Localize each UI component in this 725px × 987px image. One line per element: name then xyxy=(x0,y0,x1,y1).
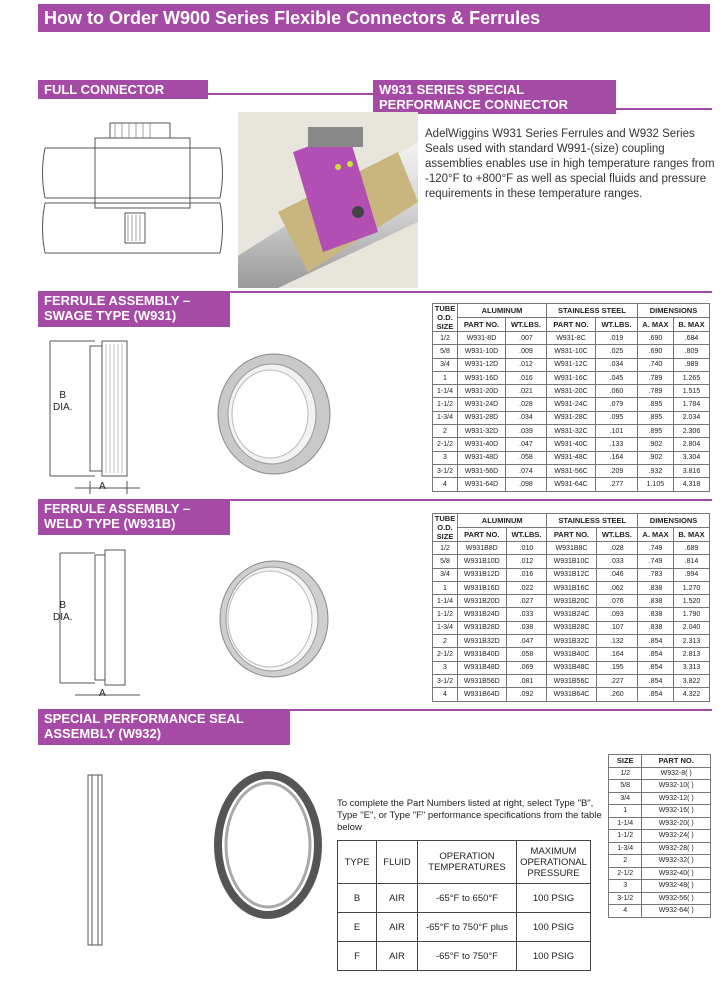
table-cell: 1 xyxy=(433,371,458,384)
table-row xyxy=(338,913,591,942)
table-cell: W932-32( ) xyxy=(642,855,711,868)
table-cell: 1-1/2 xyxy=(609,830,642,843)
table-cell: .749 xyxy=(638,542,674,555)
selection-note: To complete the Part Numbers listed at right, select Type "B", Type "E", or Type "F" performance specifications from the table below xyxy=(337,798,602,833)
table-cell: .010 xyxy=(506,542,547,555)
table-row xyxy=(433,648,710,661)
table-cell: .838 xyxy=(638,595,674,608)
table-cell: .033 xyxy=(596,555,637,568)
table-cell: W931B8C xyxy=(547,542,596,555)
table-row xyxy=(609,842,711,855)
table-cell: W931-32D xyxy=(458,425,506,438)
table-cell: -65°F to 750°F xyxy=(418,942,517,971)
table-cell: W931-28D xyxy=(458,411,506,424)
table-cell: W931-16D xyxy=(458,371,506,384)
table-cell: 1.270 xyxy=(674,581,710,594)
section-rule xyxy=(230,291,712,293)
table-cell: 2.813 xyxy=(674,648,710,661)
table-cell: 1/2 xyxy=(433,542,458,555)
table-row xyxy=(609,817,711,830)
table-cell: W931-8D xyxy=(458,332,506,345)
table-cell: 2 xyxy=(609,855,642,868)
col-amax: A. MAX xyxy=(638,528,674,542)
table-cell: .076 xyxy=(596,595,637,608)
seal-diagram xyxy=(80,770,110,950)
table-row xyxy=(433,451,710,464)
col-part: PART NO. xyxy=(547,528,596,542)
b-dia-label: B DIA. xyxy=(53,390,73,413)
table-cell: W931-32C xyxy=(546,425,595,438)
table-cell: 1.515 xyxy=(673,385,709,398)
col-stainless: STAINLESS STEEL xyxy=(546,304,637,318)
table-cell: W931-12C xyxy=(546,358,595,371)
table-cell: W931B64C xyxy=(547,688,596,701)
table-cell: W931-10C xyxy=(546,345,595,358)
table-row xyxy=(609,805,711,818)
section-full-connector: FULL CONNECTOR xyxy=(38,80,208,99)
table-cell: .069 xyxy=(506,661,547,674)
full-connector-diagram xyxy=(40,103,225,258)
col-amax: A. MAX xyxy=(637,318,673,332)
table-cell: 2.306 xyxy=(673,425,709,438)
table-cell: W931-24C xyxy=(546,398,595,411)
table-cell: .039 xyxy=(505,425,546,438)
col-wt: WT.LBS. xyxy=(505,318,546,332)
table-cell: 3-1/2 xyxy=(609,892,642,905)
table-cell: .019 xyxy=(596,332,638,345)
col-wt: WT.LBS. xyxy=(596,528,637,542)
table-cell: 2.040 xyxy=(674,621,710,634)
table-row xyxy=(609,905,711,918)
table-cell: .854 xyxy=(638,661,674,674)
table-cell: 2 xyxy=(433,425,458,438)
table-cell: W932-56( ) xyxy=(642,892,711,905)
table-cell: .689 xyxy=(674,542,710,555)
table-row xyxy=(433,438,710,451)
table-row xyxy=(609,855,711,868)
table-cell: .740 xyxy=(637,358,673,371)
table-row xyxy=(338,884,591,913)
table-cell: 5/8 xyxy=(609,780,642,793)
table-cell: .047 xyxy=(506,635,547,648)
table-cell: 2.313 xyxy=(674,635,710,648)
table-cell: .789 xyxy=(637,385,673,398)
section-w931-special: W931 SERIES SPECIAL PERFORMANCE CONNECTOR xyxy=(373,80,616,114)
table-cell: W932-64( ) xyxy=(642,905,711,918)
table-cell: W932-10( ) xyxy=(642,780,711,793)
table-cell: .095 xyxy=(596,411,638,424)
col-stainless: STAINLESS STEEL xyxy=(547,514,638,528)
table-cell: .047 xyxy=(505,438,546,451)
table-cell: .025 xyxy=(596,345,638,358)
table-cell: .062 xyxy=(596,581,637,594)
table-cell: 100 PSIG xyxy=(517,884,591,913)
col-part: PART NO. xyxy=(546,318,595,332)
table-row xyxy=(609,892,711,905)
table-cell: .132 xyxy=(596,635,637,648)
table-cell: .838 xyxy=(638,608,674,621)
table-cell: .092 xyxy=(506,688,547,701)
table-cell: W932-8( ) xyxy=(642,767,711,780)
table-cell: .195 xyxy=(596,661,637,674)
table-cell: E xyxy=(338,913,377,942)
table-cell: .007 xyxy=(505,332,546,345)
table-cell: .227 xyxy=(596,674,637,687)
table-cell: W932-12( ) xyxy=(642,792,711,805)
table-row xyxy=(609,792,711,805)
table-cell: .164 xyxy=(596,648,637,661)
w932-table xyxy=(608,754,711,918)
table-cell: 3 xyxy=(433,661,458,674)
table-cell: .016 xyxy=(506,568,547,581)
table-cell: W931-56D xyxy=(458,464,506,477)
table-cell: 1.520 xyxy=(674,595,710,608)
table-cell: W931-40C xyxy=(546,438,595,451)
table-cell: W931B8D xyxy=(458,542,507,555)
table-cell: W931-10D xyxy=(458,345,506,358)
table-row xyxy=(338,942,591,971)
col-bmax: B. MAX xyxy=(673,318,709,332)
page-title: How to Order W900 Series Flexible Connectors & Ferrules xyxy=(38,4,710,32)
col-tube: TUBE O.D. SIZE xyxy=(433,304,458,332)
table-cell: .021 xyxy=(505,385,546,398)
table-cell: .028 xyxy=(505,398,546,411)
table-row xyxy=(433,398,710,411)
table-cell: -65°F to 650°F xyxy=(418,884,517,913)
table-row xyxy=(433,568,710,581)
table-cell: .034 xyxy=(505,411,546,424)
table-cell: 1-3/4 xyxy=(433,411,458,424)
table-cell: 3/4 xyxy=(609,792,642,805)
table-cell: 1.105 xyxy=(637,478,673,491)
table-cell: .081 xyxy=(506,674,547,687)
table-cell: W931B24C xyxy=(547,608,596,621)
col-dimensions: DIMENSIONS xyxy=(637,304,709,318)
table-cell: .164 xyxy=(596,451,638,464)
table-row xyxy=(433,674,710,687)
table-cell: AIR xyxy=(377,884,418,913)
table-cell: 1 xyxy=(609,805,642,818)
table-cell: W932-48( ) xyxy=(642,880,711,893)
table-cell: W931-20C xyxy=(546,385,595,398)
table-cell: W932-40( ) xyxy=(642,867,711,880)
table-cell: 4 xyxy=(433,478,458,491)
table-cell: .989 xyxy=(673,358,709,371)
table-cell: .994 xyxy=(674,568,710,581)
table-cell: W931B12D xyxy=(458,568,507,581)
table-cell: .022 xyxy=(506,581,547,594)
table-cell: W931B20D xyxy=(458,595,507,608)
table-row xyxy=(609,780,711,793)
table-cell: W931B10C xyxy=(547,555,596,568)
table-cell: W931B32D xyxy=(458,635,507,648)
table-cell: .854 xyxy=(638,635,674,648)
connector-photo xyxy=(238,112,418,288)
table-cell: .838 xyxy=(638,621,674,634)
table-cell: 2 xyxy=(433,635,458,648)
table-cell: W931B64D xyxy=(458,688,507,701)
b-dia-label-weld: B DIA. xyxy=(53,600,73,623)
table-row xyxy=(609,867,711,880)
table-cell: .277 xyxy=(596,478,638,491)
table-cell: .058 xyxy=(505,451,546,464)
col-max-pressure: MAXIMUM OPERATIONAL PRESSURE xyxy=(517,841,591,884)
table-cell: W931B20C xyxy=(547,595,596,608)
table-cell: 1-3/4 xyxy=(609,842,642,855)
table-cell: 1.784 xyxy=(673,398,709,411)
table-cell: -65°F to 750°F plus xyxy=(418,913,517,942)
table-cell: .046 xyxy=(596,568,637,581)
col-size: SIZE xyxy=(609,755,642,768)
table-cell: 5/8 xyxy=(433,555,458,568)
table-cell: .902 xyxy=(637,451,673,464)
table-cell: 3.313 xyxy=(674,661,710,674)
col-aluminum: ALUMINUM xyxy=(458,514,547,528)
table-cell: W931B48C xyxy=(547,661,596,674)
table-cell: .093 xyxy=(596,608,637,621)
table-cell: W931B48D xyxy=(458,661,507,674)
table-cell: W931B24D xyxy=(458,608,507,621)
col-wt: WT.LBS. xyxy=(506,528,547,542)
table-cell: W931-48C xyxy=(546,451,595,464)
table-row xyxy=(433,608,710,621)
table-cell: 5/8 xyxy=(433,345,458,358)
table-cell: .895 xyxy=(637,425,673,438)
table-cell: 4 xyxy=(433,688,458,701)
table-row xyxy=(433,661,710,674)
col-type: TYPE xyxy=(338,841,377,884)
table-cell: 1.790 xyxy=(674,608,710,621)
table-cell: .902 xyxy=(637,438,673,451)
table-row xyxy=(433,332,710,345)
table-cell: .074 xyxy=(505,464,546,477)
table-cell: .045 xyxy=(596,371,638,384)
table-cell: W931B28D xyxy=(458,621,507,634)
table-cell: W931-64C xyxy=(546,478,595,491)
table-cell: .895 xyxy=(637,411,673,424)
table-cell: .098 xyxy=(505,478,546,491)
table-cell: 2-1/2 xyxy=(433,438,458,451)
col-part: PART NO. xyxy=(642,755,711,768)
table-cell: 3.816 xyxy=(673,464,709,477)
table-cell: W931B10D xyxy=(458,555,507,568)
table-cell: W931B32C xyxy=(547,635,596,648)
table-cell: W931-64D xyxy=(458,478,506,491)
table-cell: 1-3/4 xyxy=(433,621,458,634)
table-cell: AIR xyxy=(377,913,418,942)
table-cell: AIR xyxy=(377,942,418,971)
table-cell: .895 xyxy=(637,398,673,411)
table-cell: .932 xyxy=(637,464,673,477)
table-cell: .690 xyxy=(637,332,673,345)
table-row xyxy=(433,688,710,701)
table-cell: .033 xyxy=(506,608,547,621)
col-part: PART NO. xyxy=(458,318,506,332)
table-cell: B xyxy=(338,884,377,913)
weld-table xyxy=(432,513,710,702)
table-row xyxy=(433,621,710,634)
table-row xyxy=(433,478,710,491)
table-cell: 2.034 xyxy=(673,411,709,424)
table-cell: .260 xyxy=(596,688,637,701)
table-cell: W931-28C xyxy=(546,411,595,424)
table-cell: W931B40C xyxy=(547,648,596,661)
table-cell: W931-16C xyxy=(546,371,595,384)
section-rule xyxy=(616,108,712,110)
table-cell: 1 xyxy=(433,581,458,594)
table-row xyxy=(433,542,710,555)
a-label: A xyxy=(99,481,106,492)
table-row xyxy=(609,767,711,780)
table-row xyxy=(433,581,710,594)
table-row xyxy=(433,411,710,424)
table-cell: W931-40D xyxy=(458,438,506,451)
col-aluminum: ALUMINUM xyxy=(458,304,547,318)
swage-ferrule-photo xyxy=(212,350,337,478)
col-tube: TUBE O.D. SIZE xyxy=(433,514,458,542)
table-row xyxy=(433,595,710,608)
col-bmax: B. MAX xyxy=(674,528,710,542)
table-cell: .814 xyxy=(674,555,710,568)
table-cell: .209 xyxy=(596,464,638,477)
table-cell: 1.265 xyxy=(673,371,709,384)
table-cell: W931B56C xyxy=(547,674,596,687)
col-fluid: FLUID xyxy=(377,841,418,884)
table-cell: .690 xyxy=(637,345,673,358)
table-cell: .060 xyxy=(596,385,638,398)
weld-ferrule-photo xyxy=(212,555,337,683)
description-text: AdelWiggins W931 Series Ferrules and W932 Series Seals used with standard W991-(size) coupling assemblies enables use in high temperature ranges from -120°F to +800°F as well as special fluids and pressure requirements in these temperature ranges. xyxy=(425,128,715,200)
col-wt: WT.LBS. xyxy=(596,318,638,332)
table-cell: .079 xyxy=(596,398,638,411)
table-cell: .027 xyxy=(506,595,547,608)
temperature-table xyxy=(337,840,591,971)
table-row xyxy=(609,880,711,893)
table-cell: W932-28( ) xyxy=(642,842,711,855)
table-cell: W931B56D xyxy=(458,674,507,687)
table-row xyxy=(609,830,711,843)
table-cell: W931-8C xyxy=(546,332,595,345)
table-cell: .684 xyxy=(673,332,709,345)
table-cell: 3 xyxy=(609,880,642,893)
table-cell: .789 xyxy=(637,371,673,384)
table-cell: 2-1/2 xyxy=(433,648,458,661)
table-cell: .034 xyxy=(596,358,638,371)
table-cell: 2.804 xyxy=(673,438,709,451)
section-rule xyxy=(290,709,712,711)
table-cell: .012 xyxy=(506,555,547,568)
section-rule xyxy=(230,499,712,501)
table-cell: 4 xyxy=(609,905,642,918)
table-cell: 1-1/4 xyxy=(433,385,458,398)
table-cell: .809 xyxy=(673,345,709,358)
table-cell: W931B16C xyxy=(547,581,596,594)
table-row xyxy=(433,464,710,477)
table-row xyxy=(433,425,710,438)
seal-photo xyxy=(212,770,324,920)
table-cell: 4.322 xyxy=(674,688,710,701)
table-cell: W931-24D xyxy=(458,398,506,411)
table-row xyxy=(433,635,710,648)
table-cell: 3/4 xyxy=(433,568,458,581)
table-row xyxy=(433,345,710,358)
table-cell: F xyxy=(338,942,377,971)
table-cell: W931B28C xyxy=(547,621,596,634)
a-label-weld: A xyxy=(99,688,106,699)
table-cell: 2-1/2 xyxy=(609,867,642,880)
table-cell: 3-1/2 xyxy=(433,464,458,477)
table-cell: W931-12D xyxy=(458,358,506,371)
table-cell: 1/2 xyxy=(609,767,642,780)
weld-diagram xyxy=(40,545,140,705)
table-row xyxy=(433,385,710,398)
table-cell: W931-20D xyxy=(458,385,506,398)
table-cell: .058 xyxy=(506,648,547,661)
table-cell: .107 xyxy=(596,621,637,634)
table-row xyxy=(433,371,710,384)
swage-table xyxy=(432,303,710,492)
table-cell: W931B40D xyxy=(458,648,507,661)
table-cell: .133 xyxy=(596,438,638,451)
table-cell: .009 xyxy=(505,345,546,358)
table-cell: 3.304 xyxy=(673,451,709,464)
table-row xyxy=(433,555,710,568)
section-rule xyxy=(208,93,373,95)
table-cell: 1-1/4 xyxy=(609,817,642,830)
table-cell: W932-16( ) xyxy=(642,805,711,818)
col-dimensions: DIMENSIONS xyxy=(638,514,710,528)
table-cell: .028 xyxy=(596,542,637,555)
table-cell: W931B16D xyxy=(458,581,507,594)
table-cell: 3/4 xyxy=(433,358,458,371)
table-cell: .783 xyxy=(638,568,674,581)
table-cell: .101 xyxy=(596,425,638,438)
table-cell: 3-1/2 xyxy=(433,674,458,687)
table-cell: 1-1/2 xyxy=(433,608,458,621)
table-cell: 3 xyxy=(433,451,458,464)
table-cell: W931-48D xyxy=(458,451,506,464)
section-weld: FERRULE ASSEMBLY – WELD TYPE (W931B) xyxy=(38,499,230,535)
table-cell: 4.318 xyxy=(673,478,709,491)
table-cell: W932-24( ) xyxy=(642,830,711,843)
table-cell: 100 PSIG xyxy=(517,942,591,971)
table-cell: 3.822 xyxy=(674,674,710,687)
col-part: PART NO. xyxy=(458,528,507,542)
table-cell: 1-1/4 xyxy=(433,595,458,608)
table-cell: .038 xyxy=(506,621,547,634)
swage-diagram xyxy=(40,336,140,496)
table-cell: W931B12C xyxy=(547,568,596,581)
table-cell: .838 xyxy=(638,581,674,594)
table-cell: .854 xyxy=(638,674,674,687)
table-row xyxy=(433,358,710,371)
table-cell: W932-20( ) xyxy=(642,817,711,830)
table-cell: .854 xyxy=(638,688,674,701)
table-cell: 1-1/2 xyxy=(433,398,458,411)
table-cell: .016 xyxy=(505,371,546,384)
table-cell: .749 xyxy=(638,555,674,568)
section-swage: FERRULE ASSEMBLY – SWAGE TYPE (W931) xyxy=(38,291,230,327)
table-cell: .012 xyxy=(505,358,546,371)
table-cell: .854 xyxy=(638,648,674,661)
section-seal: SPECIAL PERFORMANCE SEAL ASSEMBLY (W932) xyxy=(38,709,290,745)
table-cell: W931-56C xyxy=(546,464,595,477)
table-cell: 100 PSIG xyxy=(517,913,591,942)
col-operation: OPERATION TEMPERATURES xyxy=(418,841,517,884)
table-cell: 1/2 xyxy=(433,332,458,345)
